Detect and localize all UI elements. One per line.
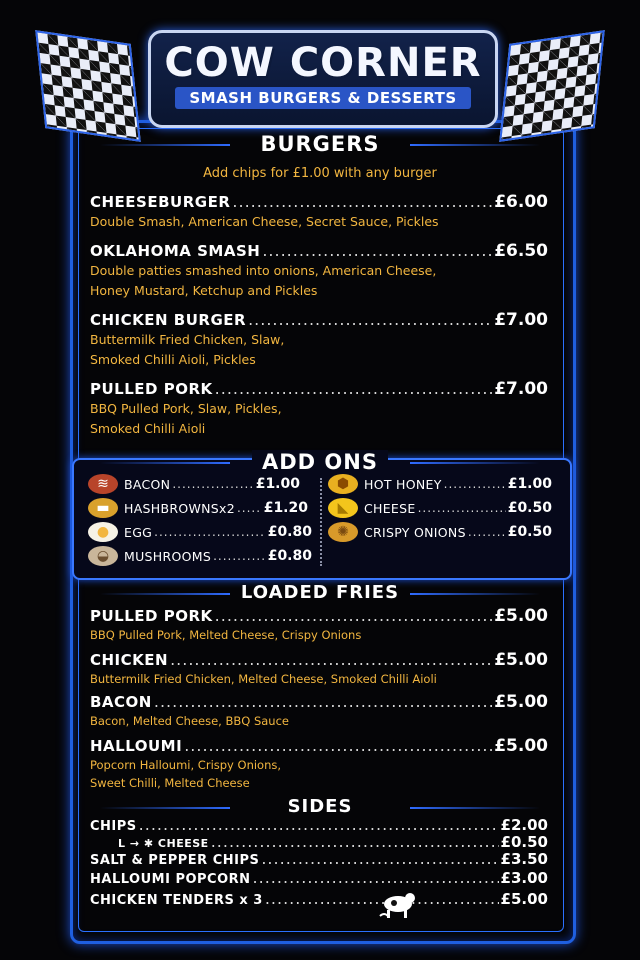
leader-dots	[248, 310, 492, 329]
sides-heading: SIDES	[80, 796, 560, 817]
restaurant-subtitle: SMASH BURGERS & DESSERTS	[175, 87, 470, 109]
addon-price: £0.50	[507, 500, 552, 516]
fries-item-bacon	[90, 692, 548, 730]
item-description: Bacon, Melted Cheese, BBQ Sauce	[90, 714, 289, 728]
item-name: HALLOUMI	[90, 737, 183, 755]
leader-dots	[215, 379, 493, 398]
addons-heading	[80, 450, 560, 474]
menu-item-pulled-pork	[90, 379, 548, 439]
addon-crispy-onions	[328, 521, 552, 543]
item-name: OKLAHOMA SMASH	[90, 242, 261, 260]
fries-item-halloumi	[90, 736, 548, 792]
addon-name: HASHBROWNSx2	[124, 500, 235, 516]
addon-name: CHEESE	[364, 500, 416, 516]
addon-name: HOT HONEY	[364, 476, 442, 492]
item-description: Smoked Chilli Aioli, Pickles	[90, 352, 256, 367]
item-name: CHICKEN TENDERS x 3	[90, 893, 263, 908]
item-price: £5.00	[500, 890, 548, 908]
cheese-icon: ◣	[328, 498, 358, 518]
item-name: CHIPS	[90, 819, 137, 834]
addon-price: £0.80	[267, 524, 312, 540]
addon-cheese	[328, 497, 552, 519]
item-price: £5.00	[494, 692, 548, 712]
addons-divider	[320, 478, 322, 566]
item-description: Buttermilk Fried Chicken, Slaw,	[90, 332, 285, 347]
item-price: £6.00	[494, 192, 548, 212]
leader-dots	[237, 501, 262, 515]
item-description: Sweet Chilli, Melted Cheese	[90, 776, 250, 790]
item-name: HALLOUMI POPCORN	[90, 872, 251, 887]
item-price: £5.00	[494, 736, 548, 756]
item-price: £7.00	[494, 379, 548, 399]
restaurant-title: COW CORNER	[164, 40, 482, 86]
item-price: £5.00	[494, 650, 548, 670]
item-description: Double Smash, American Cheese, Secret Sauce, Pickles	[90, 214, 439, 229]
leader-dots	[184, 736, 492, 755]
leader-dots	[261, 849, 498, 868]
item-description: Popcorn Halloumi, Crispy Onions,	[90, 758, 282, 772]
addon-hot-honey	[328, 473, 552, 495]
cow-icon	[376, 886, 420, 920]
item-name: L → ✱ CHEESE	[118, 837, 209, 850]
item-price: £3.00	[500, 869, 548, 887]
item-price: £5.00	[494, 606, 548, 626]
side-item-halloumi-popcorn	[90, 868, 548, 887]
side-item-salt-pepper-chips	[90, 849, 548, 868]
leader-dots	[262, 241, 492, 260]
leader-dots	[215, 606, 493, 625]
leader-dots	[444, 477, 506, 491]
title-banner	[148, 30, 498, 128]
item-price: £6.50	[494, 241, 548, 261]
leader-dots	[232, 192, 492, 211]
item-name: SALT & PEPPER CHIPS	[90, 853, 260, 868]
item-price: £2.00	[500, 816, 548, 834]
addons-heading-text: ADD ONS	[252, 450, 388, 474]
leader-dots	[154, 525, 266, 539]
leader-dots	[468, 525, 506, 539]
addon-name: EGG	[124, 524, 153, 540]
menu-item-cheeseburger	[90, 192, 548, 232]
item-name: CHEESEBURGER	[90, 193, 231, 211]
addon-name: BACON	[124, 476, 171, 492]
item-description: Smoked Chilli Aioli	[90, 421, 206, 436]
addon-price: £1.20	[263, 500, 308, 516]
leader-dots	[213, 549, 266, 563]
menu-item-oklahoma-smash	[90, 241, 548, 301]
leader-dots	[170, 650, 492, 669]
item-description: BBQ Pulled Pork, Melted Cheese, Crispy Onions	[90, 628, 362, 642]
addon-bacon	[88, 473, 300, 495]
addon-price: £1.00	[255, 476, 300, 492]
addon-price: £1.00	[507, 476, 552, 492]
loaded-fries-heading: LOADED FRIES	[80, 582, 560, 603]
item-name: PULLED PORK	[90, 607, 213, 625]
item-description: Double patties smashed into onions, American Cheese,	[90, 263, 437, 278]
leader-dots	[253, 868, 499, 887]
bacon-icon: ≋	[88, 474, 118, 494]
item-name: CHICKEN	[90, 651, 169, 669]
item-name: PULLED PORK	[90, 380, 213, 398]
item-name: CHICKEN BURGER	[90, 311, 247, 329]
addon-price: £0.50	[507, 524, 552, 540]
addon-egg	[88, 521, 312, 543]
fries-item-pulled-pork	[90, 606, 548, 644]
checkered-flag-icon	[35, 30, 141, 142]
addon-price: £0.80	[267, 548, 312, 564]
addon-hashbrowns	[88, 497, 308, 519]
leader-dots	[172, 477, 253, 491]
item-name: BACON	[90, 693, 152, 711]
menu-item-chicken-burger	[90, 310, 548, 370]
item-description: Honey Mustard, Ketchup and Pickles	[90, 283, 318, 298]
burgers-heading: BURGERS	[80, 132, 560, 156]
hashbrown-icon: ▬	[88, 498, 118, 518]
egg-icon: ●	[88, 522, 118, 542]
item-price: £3.50	[500, 850, 548, 868]
addon-mushrooms	[88, 545, 312, 567]
item-price: £7.00	[494, 310, 548, 330]
addon-name: CRISPY ONIONS	[364, 524, 466, 540]
leader-dots	[418, 501, 506, 515]
item-price: £0.50	[500, 833, 548, 851]
item-description: BBQ Pulled Pork, Slaw, Pickles,	[90, 401, 282, 416]
item-description: Buttermilk Fried Chicken, Melted Cheese, Smoked Chilli Aioli	[90, 672, 437, 686]
side-item-chicken-tenders	[90, 889, 548, 908]
mushroom-icon: ◒	[88, 546, 118, 566]
leader-dots	[154, 692, 492, 711]
fries-item-chicken	[90, 650, 548, 688]
honey-icon: ⬢	[328, 474, 358, 494]
onions-icon: ✺	[328, 522, 358, 542]
chips-note: Add chips for £1.00 with any burger	[203, 166, 437, 181]
addon-name: MUSHROOMS	[124, 548, 212, 564]
checkered-flag-icon	[499, 30, 605, 142]
